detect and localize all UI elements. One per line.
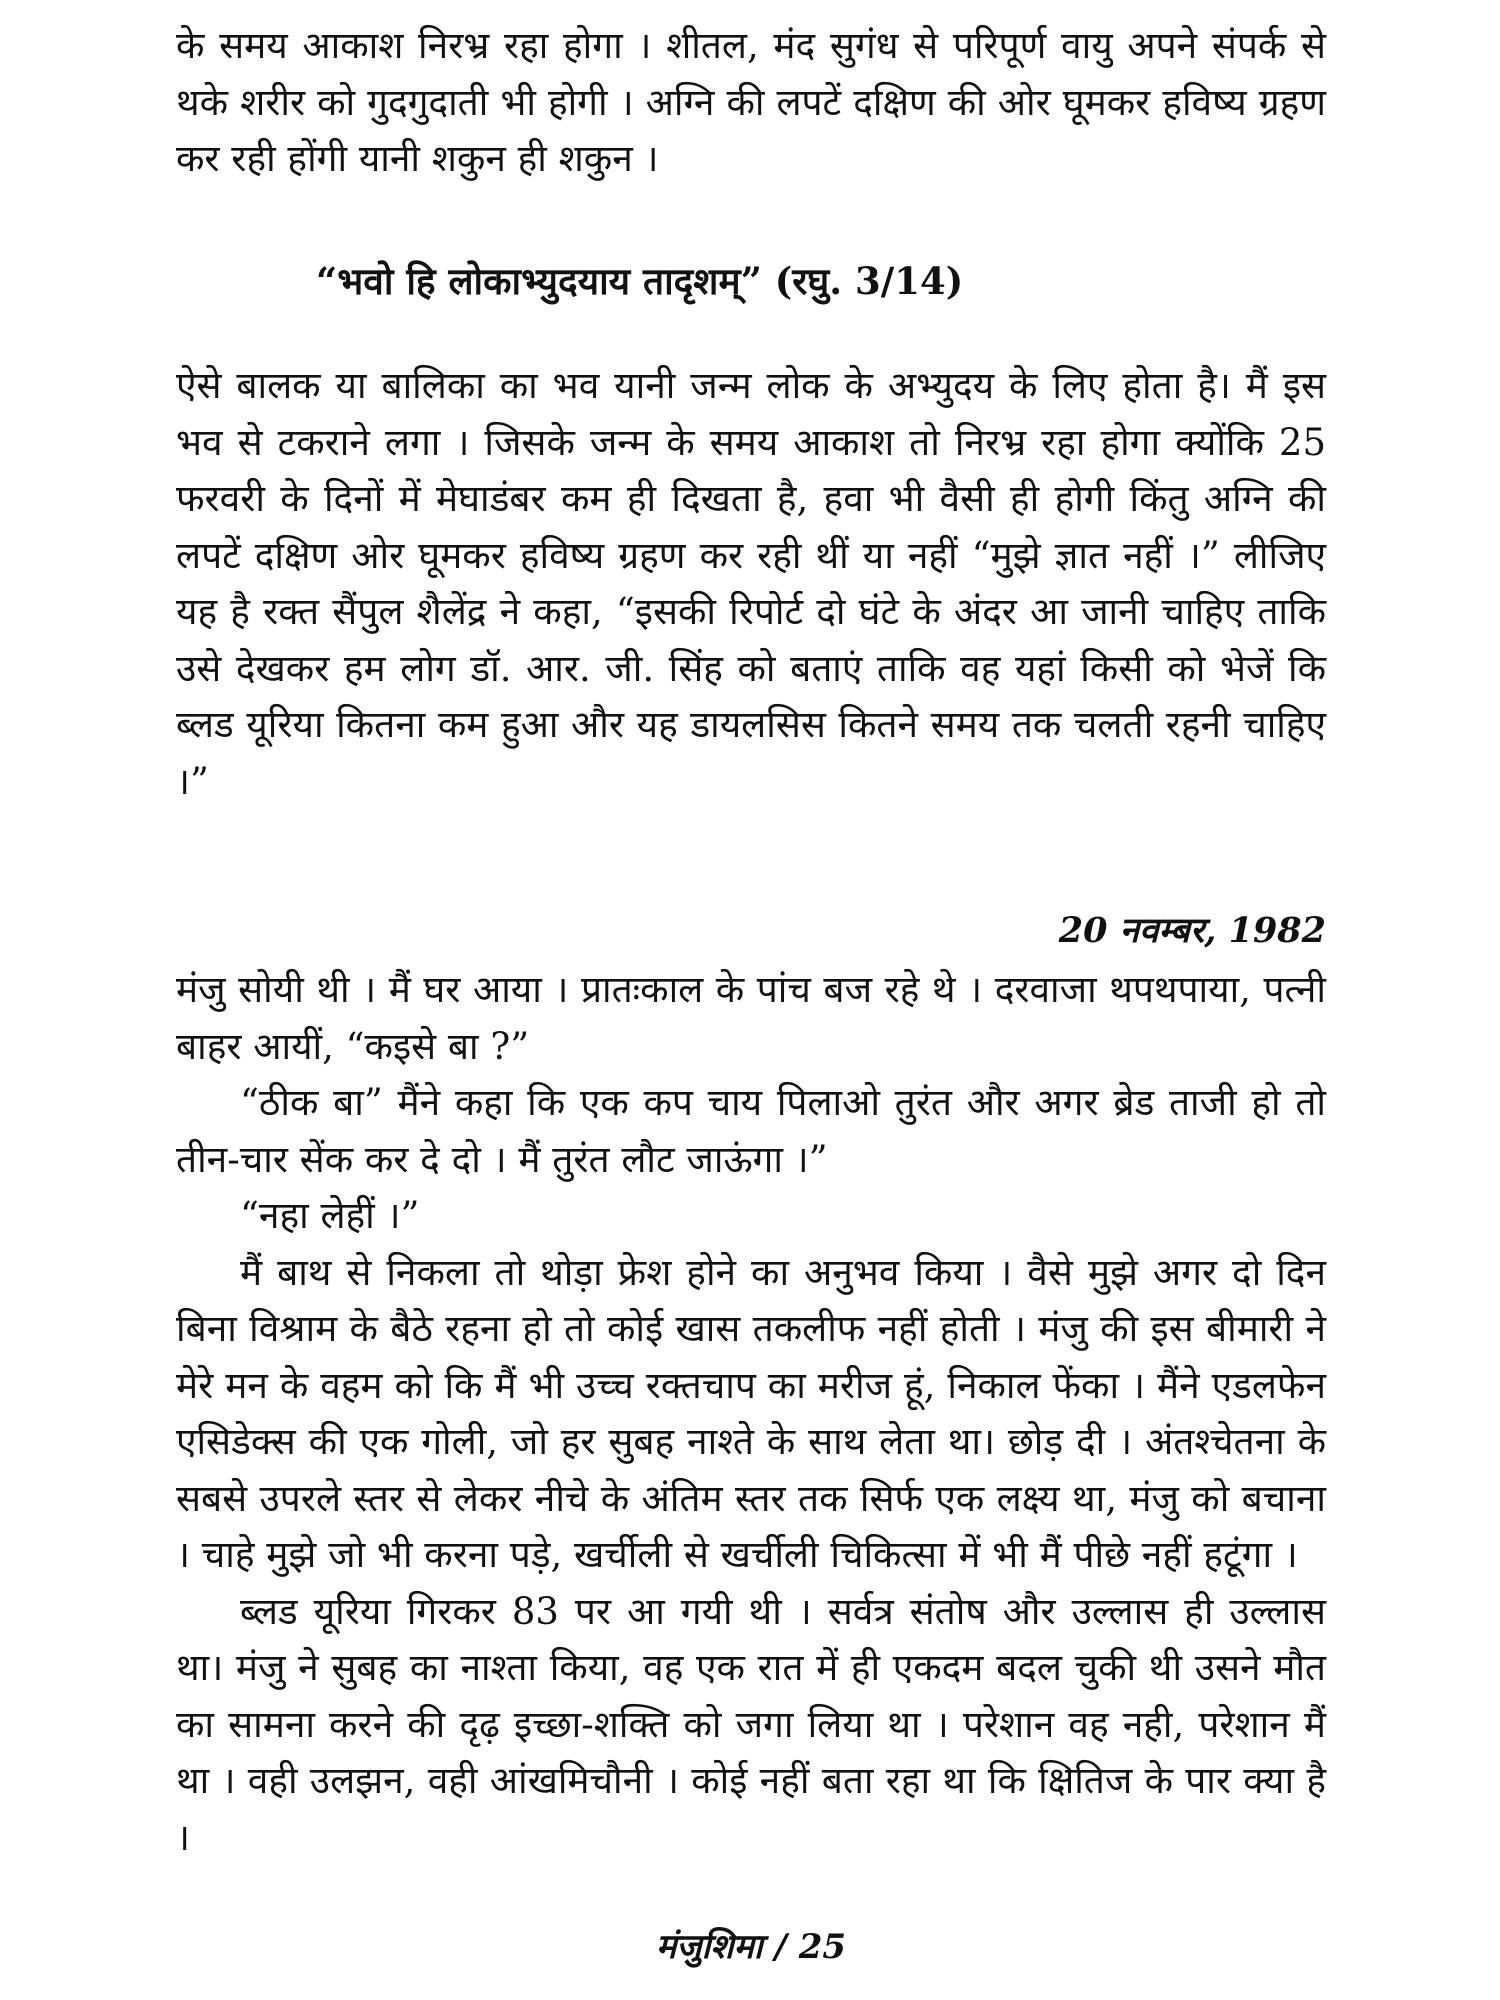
entry-paragraph-2: “ठीक बा” मैंने कहा कि एक कप चाय पिलाओ तुरंत और अगर ब्रेड ताजी हो तो तीन-चार सेंक कर दे दो । मैं तुरंत लौट जाऊंगा ।” <box>176 1081 1326 1181</box>
paragraph-opening: के समय आकाश निरभ्र रहा होगा । शीतल, मंद सुगंध से परिपूर्ण वायु अपने संपर्क से थके शरीर को गुदगुदाती भी होगी । अग्नि की लपटें दक्षिण की ओर घूमकर हविष्य ग्रहण कर रही होंगी यानी शकुन ही शकुन । <box>176 24 1326 180</box>
entry-paragraph-5: ब्लड यूरिया गिरकर 83 पर आ गयी थी । सर्वत्र संतोष और उल्लास ही उल्लास था। मंजु ने सुबह का नाश्ता किया, वह एक रात में ही एकदम बदल चुकी थी उसने मौत का सामना करने की दृढ़ इच्छा-शक्ति को जगा लिया था । परेशान वह नही, परेशान मैं था । वही उलझन, वही आंखमिचौनी । कोई नहीं बता रहा था कि क्षितिज के पार क्या है । <box>176 1589 1326 1859</box>
diary-entry <box>176 962 1326 1866</box>
entry-paragraph-1: मंजु सोयी थी । मैं घर आया । प्रातःकाल के पांच बज रहे थे । दरवाजा थपथपाया, पत्नी बाहर आयीं, “कइसे बा ?” <box>176 968 1326 1068</box>
page-footer <box>176 1922 1326 1968</box>
diary-entry-date: 20 नवम्बर, 1982 <box>1058 910 1326 951</box>
footer-separator: / <box>774 1927 787 1967</box>
document-page <box>176 18 1326 1978</box>
entry-paragraph-3: “नहा लेहीं ।” <box>240 1194 420 1237</box>
footer-book-title: मंजुशिमा <box>655 1927 763 1967</box>
paragraph-explanation: ऐसे बालक या बालिका का भव यानी जन्म लोक के अभ्युदय के लिए होता है। मैं इस भव से टकराने लगा । जिसके जन्म के समय आकाश तो निरभ्र रहा होगा क्योंकि 25 फरवरी के दिनों में मेघाडंबर कम ही दिखता है, हवा भी वैसी ही होगी किंतु अग्नि की लपटें दक्षिण ओर घूमकर हविष्य ग्रहण कर रही थीं या नहीं “मुझे ज्ञात नहीं ।” लीजिए यह है रक्त सैंपुल शैलेंद्र ने कहा, “इसकी रिपोर्ट दो घंटे के अंदर आ जानी चाहिए ताकि उसे देखकर हम लोग डॉ. आर. जी. सिंह को बताएं ताकि वह यहां किसी को भेजें कि ब्लड यूरिया कितना कम हुआ और यह डायलसिस कितने समय तक चलती रहनी चाहिए ।” <box>176 364 1326 803</box>
footer-page-number: 25 <box>798 1927 847 1967</box>
sanskrit-quote: “भवो हि लोकाभ्युदयाय तादृशम्” (रघु. 3/14) <box>316 259 964 303</box>
entry-paragraph-4: मैं बाथ से निकला तो थोड़ा फ्रेश होने का अनुभव किया । वैसे मुझे अगर दो दिन बिना विश्राम के बैठे रहना हो तो कोई खास तकलीफ नहीं होती । मंजु की इस बीमारी ने मेरे मन के वहम को कि मैं भी उच्च रक्तचाप का मरीज हूं, निकाल फेंका । मैंने एडलफेन एसिडेक्स की एक गोली, जो हर सुबह नाश्ते के साथ लेता था। छोड़ दी । अंतश्चेतना के सबसे उपरले स्तर से लेकर नीचे के अंतिम स्तर तक सिर्फ एक लक्ष्य था, मंजु को बचाना । चाहे मुझे जो भी करना पड़े, खर्चीली से खर्चीली चिकित्सा में भी मैं पीछे नहीं हटूंगा । <box>176 1250 1326 1576</box>
